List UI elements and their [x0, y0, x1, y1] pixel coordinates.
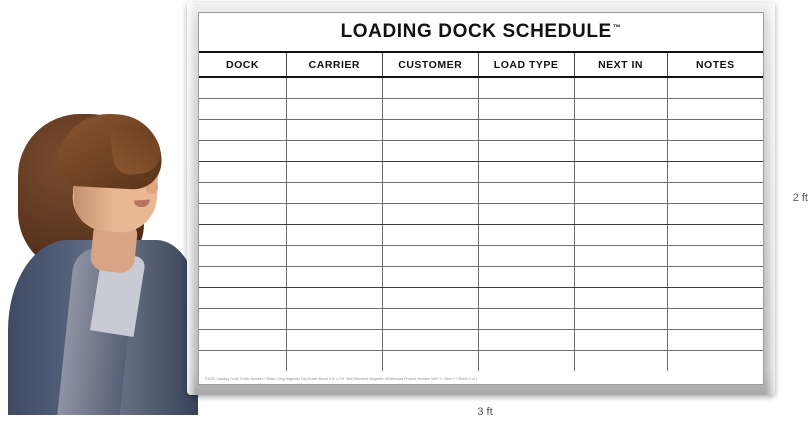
page-title — [341, 21, 622, 43]
cell-next-in[interactable] — [574, 161, 667, 182]
cell-load-type[interactable] — [478, 308, 574, 329]
table-row[interactable] — [199, 119, 763, 140]
table-row[interactable] — [199, 77, 763, 98]
cell-next-in[interactable] — [574, 329, 667, 350]
cell-next-in[interactable] — [574, 350, 667, 371]
cell-notes[interactable] — [667, 245, 763, 266]
board-title-text: LOADING DOCK SCHEDULE — [340, 21, 612, 42]
table-row[interactable] — [199, 287, 763, 308]
cell-notes[interactable] — [667, 140, 763, 161]
cell-carrier[interactable] — [286, 182, 382, 203]
cell-notes[interactable] — [667, 308, 763, 329]
cell-dock[interactable] — [199, 308, 286, 329]
cell-customer[interactable] — [382, 77, 478, 98]
column-header-notes: NOTES — [667, 53, 763, 77]
cell-carrier[interactable] — [286, 224, 382, 245]
cell-next-in[interactable] — [574, 245, 667, 266]
whiteboard-frame — [187, 2, 775, 395]
cell-dock[interactable] — [199, 140, 286, 161]
table-row[interactable] — [199, 140, 763, 161]
cell-notes[interactable] — [667, 350, 763, 371]
cell-next-in[interactable] — [574, 140, 667, 161]
table-row[interactable] — [199, 245, 763, 266]
table-row[interactable] — [199, 350, 763, 371]
cell-carrier[interactable] — [286, 119, 382, 140]
cell-dock[interactable] — [199, 98, 286, 119]
cell-customer[interactable] — [382, 329, 478, 350]
cell-dock[interactable] — [199, 329, 286, 350]
cell-dock[interactable] — [199, 77, 286, 98]
column-header-customer: CUSTOMER — [382, 53, 478, 77]
cell-notes[interactable] — [667, 329, 763, 350]
table-row[interactable] — [199, 308, 763, 329]
trademark-symbol: ™ — [612, 22, 622, 32]
cell-notes[interactable] — [667, 224, 763, 245]
cell-customer[interactable] — [382, 266, 478, 287]
cell-carrier[interactable] — [286, 350, 382, 371]
cell-load-type[interactable] — [478, 224, 574, 245]
cell-load-type[interactable] — [478, 266, 574, 287]
cell-carrier[interactable] — [286, 203, 382, 224]
cell-notes[interactable] — [667, 203, 763, 224]
cell-carrier[interactable] — [286, 287, 382, 308]
cell-customer[interactable] — [382, 140, 478, 161]
cell-next-in[interactable] — [574, 224, 667, 245]
dimension-height-label: 2 ft — [792, 192, 808, 204]
cell-load-type[interactable] — [478, 245, 574, 266]
cell-load-type[interactable] — [478, 329, 574, 350]
cell-customer[interactable] — [382, 98, 478, 119]
dimension-width-text: 3 ft — [477, 406, 493, 418]
cell-carrier[interactable] — [286, 308, 382, 329]
column-header-dock: DOCK — [199, 53, 286, 77]
cell-carrier[interactable] — [286, 266, 382, 287]
cell-notes[interactable] — [667, 182, 763, 203]
cell-carrier[interactable] — [286, 98, 382, 119]
table-row[interactable] — [199, 224, 763, 245]
cell-customer[interactable] — [382, 350, 478, 371]
cell-customer[interactable] — [382, 203, 478, 224]
cell-dock[interactable] — [199, 161, 286, 182]
table-row[interactable] — [199, 182, 763, 203]
table-header-row — [199, 53, 763, 77]
cell-dock[interactable] — [199, 350, 286, 371]
table-row[interactable] — [199, 266, 763, 287]
cell-load-type[interactable] — [478, 350, 574, 371]
cell-customer[interactable] — [382, 119, 478, 140]
cell-next-in[interactable] — [574, 266, 667, 287]
cell-carrier[interactable] — [286, 77, 382, 98]
cell-load-type[interactable] — [478, 119, 574, 140]
cell-carrier[interactable] — [286, 161, 382, 182]
cell-load-type[interactable] — [478, 140, 574, 161]
cell-next-in[interactable] — [574, 203, 667, 224]
cell-dock[interactable] — [199, 266, 286, 287]
cell-customer[interactable] — [382, 308, 478, 329]
column-header-carrier: CARRIER — [286, 53, 382, 77]
schedule-table — [199, 53, 763, 371]
cell-carrier[interactable] — [286, 329, 382, 350]
cell-notes[interactable] — [667, 287, 763, 308]
cell-load-type[interactable] — [478, 203, 574, 224]
cell-customer[interactable] — [382, 224, 478, 245]
cell-load-type[interactable] — [478, 98, 574, 119]
column-header-next-in: NEXT IN — [574, 53, 667, 77]
table-row[interactable] — [199, 329, 763, 350]
cell-load-type[interactable] — [478, 161, 574, 182]
cell-next-in[interactable] — [574, 287, 667, 308]
cell-load-type[interactable] — [478, 287, 574, 308]
dimension-width-label — [0, 406, 810, 418]
table-row[interactable] — [199, 98, 763, 119]
cell-next-in[interactable] — [574, 77, 667, 98]
cell-notes[interactable] — [667, 98, 763, 119]
cell-customer[interactable] — [382, 161, 478, 182]
cell-dock[interactable] — [199, 224, 286, 245]
cell-dock[interactable] — [199, 245, 286, 266]
table-row[interactable] — [199, 203, 763, 224]
table-body — [199, 77, 763, 371]
cell-notes[interactable] — [667, 119, 763, 140]
cell-carrier[interactable] — [286, 140, 382, 161]
cell-next-in[interactable] — [574, 98, 667, 119]
column-header-load-type: LOAD TYPE — [478, 53, 574, 77]
cell-load-type[interactable] — [478, 77, 574, 98]
cell-carrier[interactable] — [286, 245, 382, 266]
cell-dock[interactable] — [199, 287, 286, 308]
board-title-area — [199, 13, 763, 53]
cell-next-in[interactable] — [574, 182, 667, 203]
cell-notes[interactable] — [667, 77, 763, 98]
table-row[interactable] — [199, 161, 763, 182]
cell-next-in[interactable] — [574, 119, 667, 140]
cell-customer[interactable] — [382, 182, 478, 203]
cell-notes[interactable] — [667, 161, 763, 182]
cell-notes[interactable] — [667, 266, 763, 287]
cell-load-type[interactable] — [478, 182, 574, 203]
cell-customer[interactable] — [382, 287, 478, 308]
whiteboard-surface — [198, 12, 764, 385]
cell-dock[interactable] — [199, 119, 286, 140]
cell-next-in[interactable] — [574, 308, 667, 329]
cell-customer[interactable] — [382, 245, 478, 266]
person-figure — [0, 92, 205, 415]
cell-dock[interactable] — [199, 203, 286, 224]
cell-dock[interactable] — [199, 182, 286, 203]
board-footnote: ©2021 Loading Dock Traffic Number / Static Cling Magnetic Dry-Erase Board 3 ft. x 2 ft. Wall Mounted Magnetic Whiteboard Product Number MSF-1 / Item 1 / Sheet 1 of 1 — [205, 377, 478, 381]
